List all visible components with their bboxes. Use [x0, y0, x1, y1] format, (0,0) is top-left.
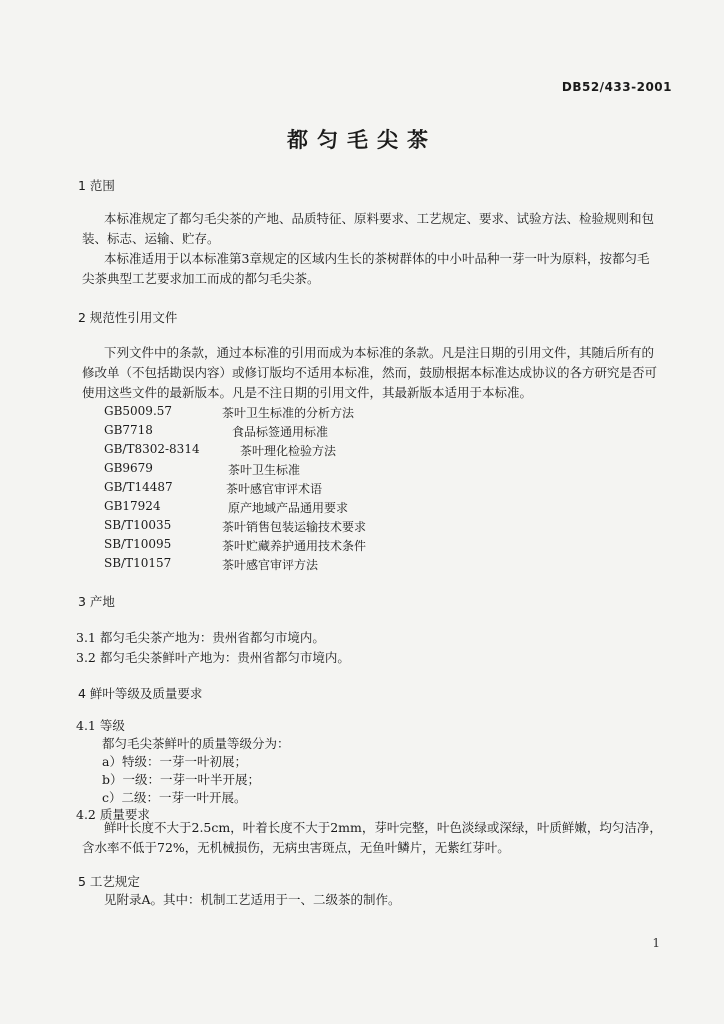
section-3-1: 3.1 都匀毛尖茶产地为：贵州省都匀市境内。 — [76, 630, 325, 645]
section-1-para-1-line-2: 装、标志、运输、贮存。 — [82, 231, 220, 246]
ref-code: GB/T14487 — [104, 480, 173, 494]
section-5-heading: 5 工艺规定 — [78, 874, 140, 889]
grade-c: c）二级：一芽一叶开展。 — [102, 790, 247, 805]
page-mark: 1 — [652, 936, 660, 950]
ref-title: 茶叶感官审评方法 — [222, 558, 319, 572]
section-1-para-2-line-1: 本标准适用于以本标准第3章规定的区域内生长的茶树群体的中小叶品种一芽一叶为原料，按都匀毛 — [104, 251, 650, 266]
section-2-para-line-1: 下列文件中的条款，通过本标准的引用而成为本标准的条款。凡是注日期的引用文件，其随后所有的 — [104, 345, 655, 360]
ref-title: 茶叶销售包装运输技术要求 — [222, 520, 367, 534]
ref-title: 茶叶贮藏养护通用技术条件 — [222, 539, 367, 553]
section-4-1-heading: 4.1 等级 — [76, 718, 125, 733]
grade-b: b）一级：一芽一叶半开展； — [102, 772, 261, 787]
section-3-heading: 3 产地 — [78, 594, 115, 609]
ref-title: 茶叶卫生标准 — [228, 463, 301, 477]
ref-title: 茶叶理化检验方法 — [240, 444, 337, 458]
section-4-2-line-2: 含水率不低于72%，无机械损伤，无病虫害斑点，无鱼叶鳞片，无紫红芽叶。 — [82, 840, 510, 855]
ref-code: SB/T10095 — [104, 537, 172, 551]
ref-title: 茶叶卫生标准的分析方法 — [222, 406, 355, 420]
section-3-2: 3.2 都匀毛尖茶鲜叶产地为：贵州省都匀市境内。 — [76, 650, 350, 665]
section-2-para-line-3: 使用这些文件的最新版本。凡是不注日期的引用文件，其最新版本适用于本标准。 — [82, 385, 533, 400]
document-title: 都匀毛尖茶 — [287, 127, 437, 152]
section-2-heading: 2 规范性引用文件 — [78, 310, 178, 325]
section-1-para-1-line-1: 本标准规定了都匀毛尖茶的产地、品质特征、原料要求、工艺规定、要求、试验方法、检验规则和包 — [104, 211, 655, 226]
section-4-2-line-1: 鲜叶长度不大于2.5cm，叶着长度不大于2mm，芽叶完整，叶色淡绿或深绿，叶质鲜嫩，均匀洁净， — [104, 820, 662, 835]
section-1-para-2-line-2: 尖茶典型工艺要求加工而成的都匀毛尖茶。 — [82, 271, 320, 286]
section-4-heading: 4 鲜叶等级及质量要求 — [78, 686, 203, 701]
ref-code: SB/T10035 — [104, 518, 172, 532]
section-2-para-line-2: 修改单（不包括勘误内容）或修订版均不适用本标准，然而，鼓励根据本标准达成协议的各方研究是否可 — [82, 365, 658, 380]
ref-title: 原产地域产品通用要求 — [228, 501, 349, 515]
standard-number: DB52/433-2001 — [561, 80, 672, 94]
ref-code: GB17924 — [104, 499, 161, 513]
ref-code: GB/T8302-8314 — [104, 442, 200, 456]
section-5-para: 见附录A。其中：机制工艺适用于一、二级茶的制作。 — [104, 892, 401, 907]
section-1-heading: 1 范围 — [78, 178, 115, 193]
section-4-2-heading: 4.2 质量要求 — [76, 807, 150, 822]
ref-title: 食品标签通用标准 — [232, 425, 329, 439]
ref-title: 茶叶感官审评术语 — [226, 482, 323, 496]
ref-code: GB5009.57 — [104, 404, 173, 418]
section-4-1-intro: 都匀毛尖茶鲜叶的质量等级分为： — [102, 736, 290, 751]
ref-code: SB/T10157 — [104, 556, 172, 570]
ref-code: GB7718 — [104, 423, 153, 437]
ref-code: GB9679 — [104, 461, 153, 475]
grade-a: a）特级：一芽一叶初展； — [102, 754, 247, 769]
